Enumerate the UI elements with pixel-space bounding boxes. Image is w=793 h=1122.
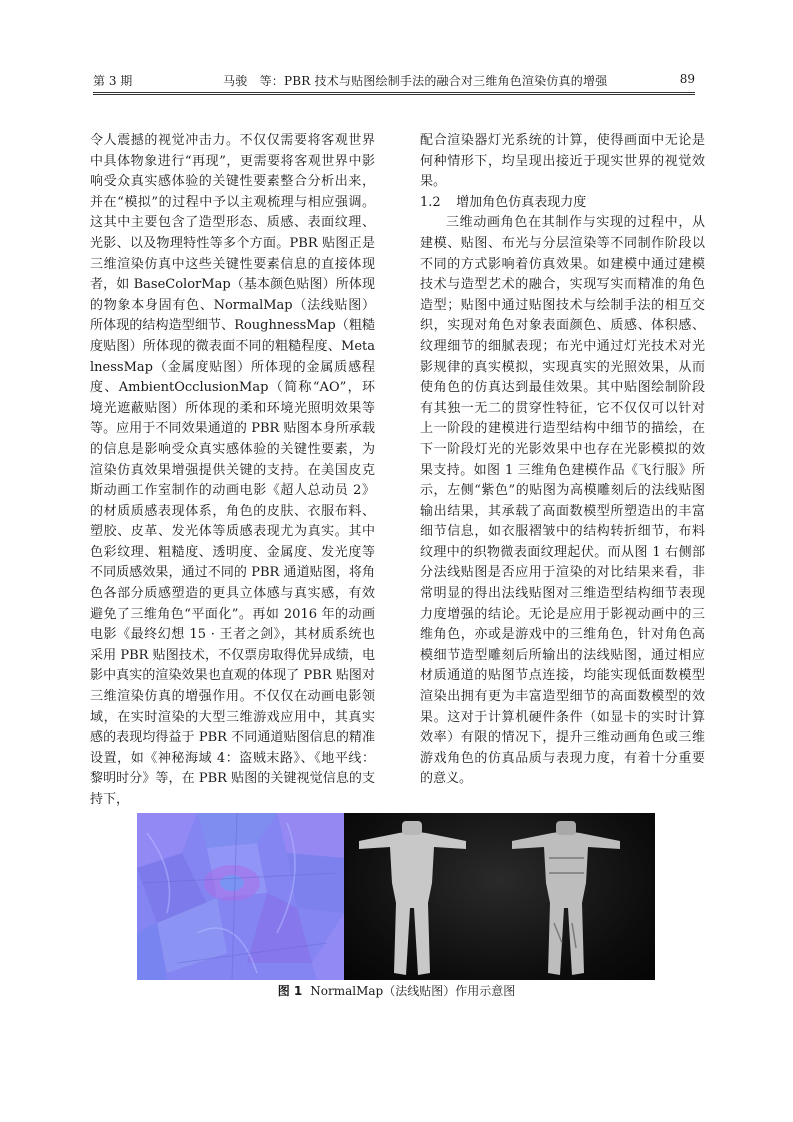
page-number: 89 <box>679 72 695 86</box>
right-column <box>420 131 705 790</box>
render-comparison-image <box>344 813 655 980</box>
figure-caption <box>0 982 793 999</box>
header-rule-double <box>93 94 695 95</box>
header-rule <box>93 92 695 93</box>
body-paragraph: 令人震撼的视觉冲击力。不仅仅需要将客观世界中具体物象进行“再现”，更需要将客观世界中影响受众真实感体验的关键性要素整合分析出来，并在“模拟”的过程中予以主观梳理与相应强调。这其中主要包含了造型形态、质感、表面纹理、光影、以及物理特性等多个方面。PBR 贴图正是三维渲染仿真中这些关键性要素信息的直接体现者，如 BaseColorMap（基本颜色贴图）所体现的物象本身固有色、NormalMap（法线贴图）所体现的结构造型细节、RoughnessMap（粗糙度贴图）所体现的微表面不同的粗糙程度、MetalnessMap（金属度贴图）所体现的金属质感程度、AmbientOcclusionMap（简称“AO”，环境光遮蔽贴图）所体现的柔和环境光照明效果等等。应用于不同效果通道的 PBR 贴图本身所承载的信息是影响受众真实感体验的关键性要素，为渲染仿真效果增强提供关键的支持。在美国皮克斯动画工作室制作的动画电影《超人总动员 2》的材质质感表现体系，角色的皮肤、衣服布料、塑胶、皮革、发光体等质感表现尤为真实。其中色彩纹理、粗糙度、透明度、金属度、发光度等不同质感效果，通过不同的 PBR 通道贴图，将角色各部分质感塑造的更具立体感与真实感，有效避免了三维角色“平面化”。再如 2016 年的动画电影《最终幻想 15 · 王者之剑》，其材质系统也采用 PBR 贴图技术，不仅票房取得优异成绩，电影中真实的渲染效果也直观的体现了 PBR 贴图对三维渲染仿真的增强作用。不仅仅在动画电影领域，在实时渲染的大型三维游戏应用中，其真实感的表现均得益于 PBR 不同通道贴图信息的精准设置，如《神秘海域 4：盗贼末路》、《地平线：黎明时分》等，在 PBR 贴图的关键视觉信息的支持下， <box>90 133 375 807</box>
issue-number: 第 3 期 <box>93 74 133 88</box>
left-column <box>90 131 375 811</box>
body-paragraph: 配合渲染器灯光系统的计算，使得画面中无论是何种情形下，均呈现出接近于现实世界的视觉效果。 <box>420 133 705 190</box>
running-title: 马骏 等：PBR 技术与贴图绘制手法的融合对三维角色渲染仿真的增强 <box>223 74 608 88</box>
figure-caption-text: NormalMap（法线贴图）作用示意图 <box>310 984 516 998</box>
figure-1 <box>137 813 655 980</box>
section-heading <box>420 193 705 214</box>
figure-label: 图 1 <box>277 984 303 998</box>
section-title: 增加角色仿真表现力度 <box>456 194 587 210</box>
running-head <box>93 68 695 90</box>
section-number: 1.2 <box>420 194 441 210</box>
flight-suit-render-normal-mapped <box>512 821 620 975</box>
body-paragraph: 三维动画角色在其制作与实现的过程中，从建模、贴图、布光与分层渲染等不同制作阶段以不同的方式影响着仿真效果。如建模中通过建模技术与造型艺术的融合，实现写实而精准的角色造型；贴图中通过贴图技术与绘制手法的相互交织，实现对角色对象表面颜色、质感、体积感、纹理细节的细腻表现；布光中通过灯光技术对光影规律的真实模拟，实现真实的光照效果，从而使角色的仿真达到最佳效果。其中贴图绘制阶段有其独一无二的贯穿性特征，它不仅仅可以针对上一阶段的建模进行造型结构中细节的描绘，在下一阶段灯光的光影效果中也存在光影模拟的效果支持。如图 1 三维角色建模作品《飞行服》所示，左侧“紫色”的贴图为高模雕刻后的法线贴图输出结果，其承载了高面数模型所塑造出的丰富细节信息，如衣服褶皱中的结构转折细节，布料纹理中的织物微表面纹理起伏。而从图 1 右侧部分法线贴图是否应用于渲染的对比结果来看，非常明显的得出法线贴图对三维造型结构细节表现力度增强的结论。无论是应用于影视动画中的三维角色，亦或是游戏中的三维角色，针对角色高模细节造型雕刻后所输出的法线贴图，通过相应材质通道的贴图节点连接，均能实现低面数模型 渲染出拥有更为丰富造型细节的高面数模型的效果。这对于计算机硬件条件（如显卡的实时计算效率）有限的情况下，提升三维动画角色或三维游戏角色的仿真品质与表现力度，有着十分重要的意义。 <box>420 215 705 787</box>
normal-map-image <box>137 813 344 980</box>
flight-suit-render-plain <box>359 821 466 975</box>
